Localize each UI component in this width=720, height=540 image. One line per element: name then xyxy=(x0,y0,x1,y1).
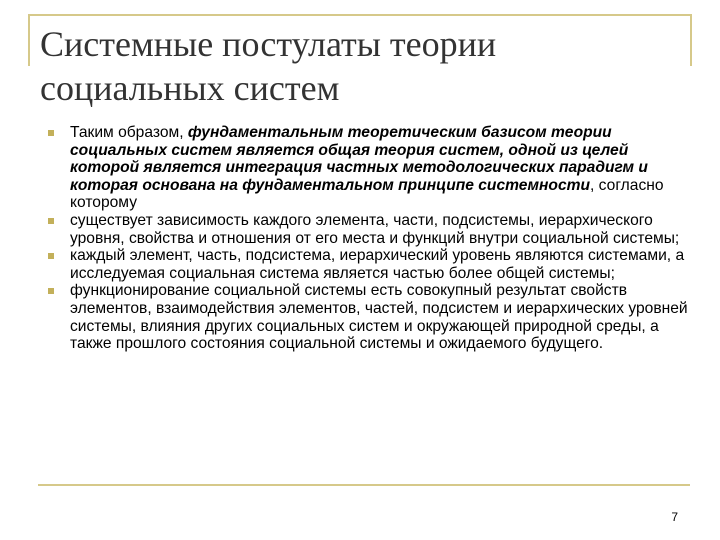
square-bullet-icon xyxy=(48,253,54,259)
page-number: 7 xyxy=(671,510,678,524)
bullet-item-1 xyxy=(48,124,688,212)
bullet-2-text: существует зависимость каждого элемента, части, подсистемы, иерархического уровня, свойства и отношения от его места и функций внутри социальной системы; xyxy=(70,211,680,247)
square-bullet-icon xyxy=(48,130,54,136)
slide-title xyxy=(40,22,680,110)
bullet-item-3 xyxy=(48,247,688,282)
bullet-1-prefix: Таким образом, xyxy=(70,124,188,141)
frame-top-border xyxy=(28,14,692,16)
slide-title-line-2: социальных систем xyxy=(40,68,340,108)
frame-left-border xyxy=(28,14,30,66)
frame-right-border xyxy=(690,14,692,66)
bullet-4-text: функционирование социальной системы есть совокупный результат свойств элементов, взаимодействия элементов, частей, подсистем и иерархических уровней системы, влияния других социальных систем и окружающей природной среды, а также прошлого состояния социальной системы и ожидаемого будущего. xyxy=(70,282,688,353)
bullet-item-4 xyxy=(48,282,688,352)
bullet-1-emphasis: фундаментальным теоретическим базисом теории социальных систем является общая теория систем, одной из целей которой является интеграция частных методологических парадигм и которая основана на фундаментальном принципе системности xyxy=(70,124,648,194)
bullet-3-text: каждый элемент, часть, подсистема, иерархический уровень являются системами, а исследуемая социальная система является частью более общей системы; xyxy=(70,247,685,282)
square-bullet-icon xyxy=(48,218,54,224)
bullet-item-2 xyxy=(48,212,688,247)
bullet-1-suffix: , согласно которому xyxy=(70,176,664,212)
bullet-list xyxy=(48,124,688,353)
slide-title-line-1: Системные постулаты теории xyxy=(40,24,497,64)
square-bullet-icon xyxy=(48,288,54,294)
footer-divider xyxy=(38,484,690,486)
